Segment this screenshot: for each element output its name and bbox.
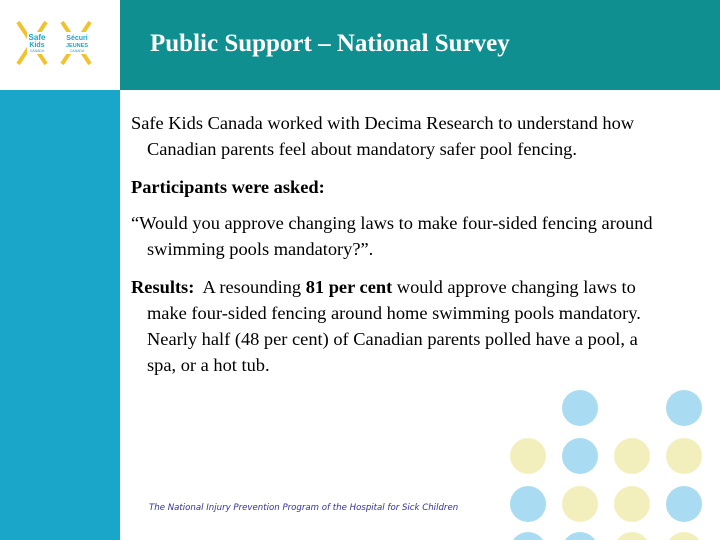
page-title: Public Support – National Survey [150,30,510,57]
dot [562,390,598,426]
dot [666,532,702,540]
participants-label: Participants were asked: [131,177,325,197]
results-paragraph [131,274,671,378]
dot [510,438,546,474]
dot [510,532,546,540]
footer-credit: The National Injury Prevention Program of the Hospital for Sick Children [149,503,459,513]
dot [562,486,598,522]
logo-en-line1: Safe [28,33,46,42]
logo-fr-line1: Sécuri [66,35,88,42]
results-label: Results: [131,277,195,297]
safe-kids-emblem [18,22,47,64]
title-bar [120,0,720,90]
dot [562,532,598,540]
logo-en-sub: CANADA [29,49,45,53]
results-highlight: 81 per cent [305,277,393,297]
securi-jeunes-emblem [62,22,90,64]
dot [614,438,650,474]
results-text-a: A resounding [194,277,306,297]
logo-fr-sub: CANADA [69,49,85,53]
dot [614,486,650,522]
dot [562,438,598,474]
slide-body [131,110,671,390]
dot [666,390,702,426]
safe-kids-canada-logo [0,0,120,90]
intro-paragraph: Safe Kids Canada worked with Decima Research to understand how Canadian parents feel about mandatory safer pool fencing. [131,113,635,159]
dot [510,486,546,522]
dot [614,532,650,540]
dot [666,438,702,474]
logo-fr-line2: JEUNES [65,43,89,49]
survey-question: “Would you approve changing laws to make four-sided fencing around swimming pools mandatory?”. [131,213,653,259]
logo-area [0,0,120,90]
participants-heading [131,174,671,200]
results-text-b: would approve changing laws to make four-sided fencing around home swimming pools mandatory. Nearly half (48 per cent) of Canadian parents polled have a pool, a spa, or a hot tub. [147,277,655,375]
logo-en-line2: Kids [29,42,45,49]
dot [666,486,702,522]
